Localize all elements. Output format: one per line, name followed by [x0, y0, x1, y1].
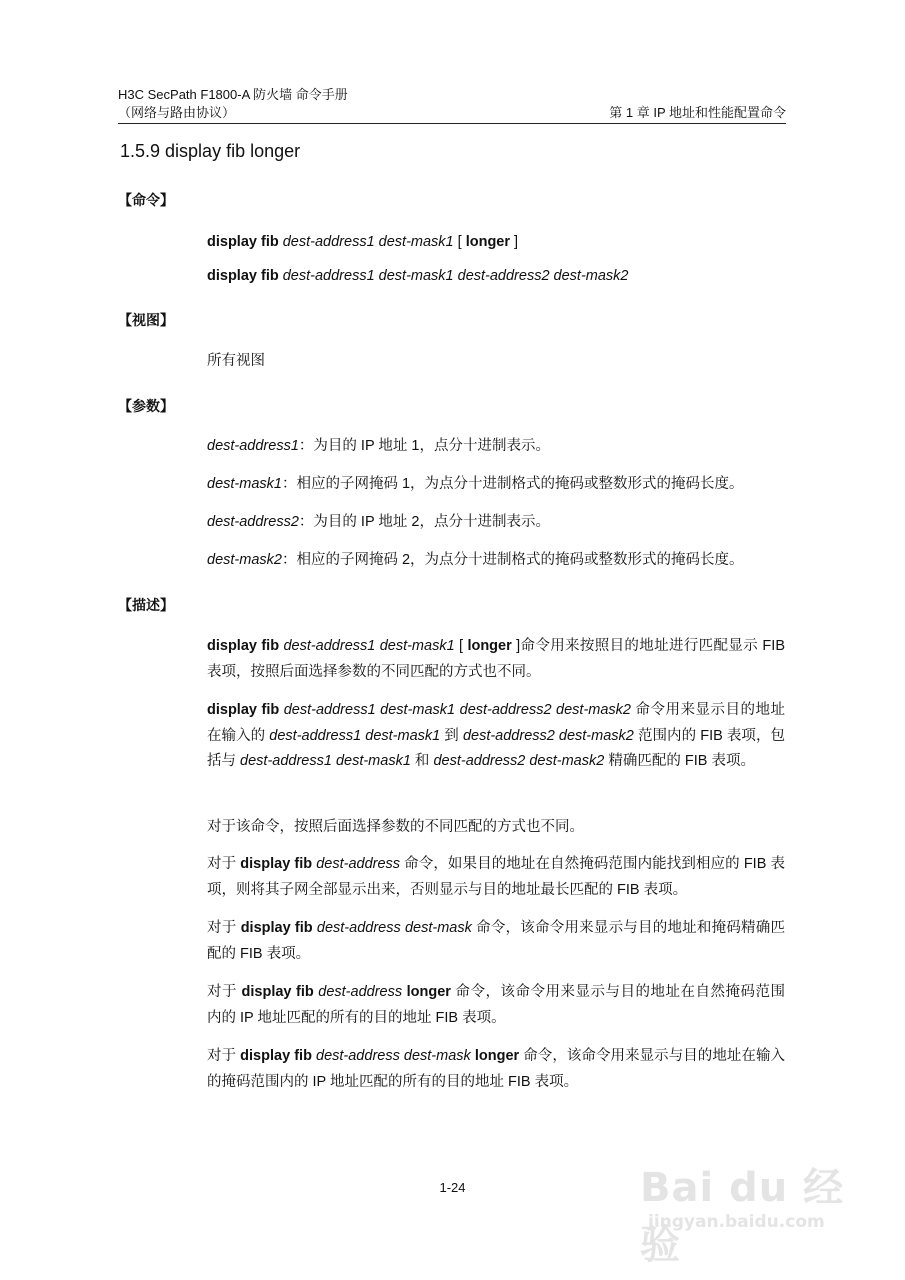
page-number: 1-24	[439, 1180, 466, 1195]
param-item	[207, 474, 744, 494]
description-paragraph-6: 对于 display fib dest-address longer 命令，该命令用来显示与目的地址在自然掩码范围内的 IP 地址匹配的所有的目的地址 FIB 表项。	[207, 984, 785, 1026]
section-title: 1.5.9 display fib longer	[120, 141, 301, 161]
description-paragraph-3: 对于该命令，按照后面选择参数的不同匹配的方式也不同。	[207, 819, 584, 835]
description-paragraph-1: display fib dest-address1 dest-mask1 [ longer ]命令用来按照目的地址进行匹配显示 FIB 表项，按照后面选择参数的不同匹配的方式也不同。	[207, 638, 785, 680]
param-desc: ：相应的子网掩码 2，为点分十进制格式的掩码或整数形式的掩码长度。	[281, 552, 744, 568]
page-header	[118, 86, 786, 122]
description-paragraph-4: 对于 display fib dest-address 命令，如果目的地址在自然掩码范围内能找到相应的 FIB 表项，则将其子网全部显示出来，否则显示与目的地址最长匹配的 FIB 表项。	[207, 856, 785, 898]
watermark-logo: Bai du 经验	[640, 1165, 845, 1268]
description-paragraph-7: 对于 display fib dest-address dest-mask longer 命令，该命令用来显示与目的地址在输入的掩码范围内的 IP 地址匹配的所有的目的地址 FIB 表项。	[207, 1048, 785, 1090]
command-keyword: display fib	[207, 268, 279, 284]
param-name: dest-address2	[207, 514, 299, 530]
param-desc: ：为目的 IP 地址 1，点分十进制表示。	[298, 438, 550, 454]
param-desc: ：相应的子网掩码 1，为点分十进制格式的掩码或整数形式的掩码长度。	[281, 476, 744, 492]
view-text: 所有视图	[207, 353, 265, 369]
command-keyword-longer: longer	[465, 234, 511, 250]
chapter-title: 第 1 章 IP 地址和性能配置命令	[609, 105, 786, 120]
heading-description: 【描述】	[118, 598, 174, 614]
header-divider	[118, 123, 786, 124]
param-name: dest-mask1	[207, 476, 282, 492]
heading-view: 【视图】	[118, 313, 174, 329]
param-item	[207, 436, 550, 456]
baidu-jingyan-watermark	[640, 1150, 860, 1268]
manual-title: H3C SecPath F1800-A 防火墙 命令手册	[118, 87, 348, 102]
command-args: dest-address1 dest-mask1 dest-address2 dest-mask2	[278, 268, 629, 284]
manual-subtitle: （网络与路由协议）	[118, 105, 236, 120]
param-item	[207, 550, 744, 570]
command-syntax-2	[207, 266, 629, 286]
heading-command: 【命令】	[118, 193, 174, 209]
command-syntax-1: display fib dest-address1 dest-mask1 [ longer ]	[207, 234, 519, 250]
watermark-url: jingyan.baidu.com	[648, 1212, 825, 1232]
param-item	[207, 512, 550, 532]
command-keyword: display fib	[207, 234, 279, 250]
description-paragraph-2: display fib dest-address1 dest-mask1 dest-address2 dest-mask2 命令用来显示目的地址在输入的 dest-address1 dest-mask1 到 dest-address2 dest-mask2 范围内的 FIB 表项，包括与 dest-address1 dest-mask1 和 dest-address2 dest-mask2 精确匹配的 FIB 表项。	[207, 702, 786, 769]
command-args: dest-address1 dest-mask1	[278, 234, 454, 250]
param-name: dest-address1	[207, 438, 299, 454]
description-paragraph-5: 对于 display fib dest-address dest-mask 命令，该命令用来显示与目的地址和掩码精确匹配的 FIB 表项。	[207, 920, 786, 962]
param-name: dest-mask2	[207, 552, 282, 568]
heading-params: 【参数】	[118, 399, 174, 415]
param-desc: ：为目的 IP 地址 2，点分十进制表示。	[298, 514, 550, 530]
